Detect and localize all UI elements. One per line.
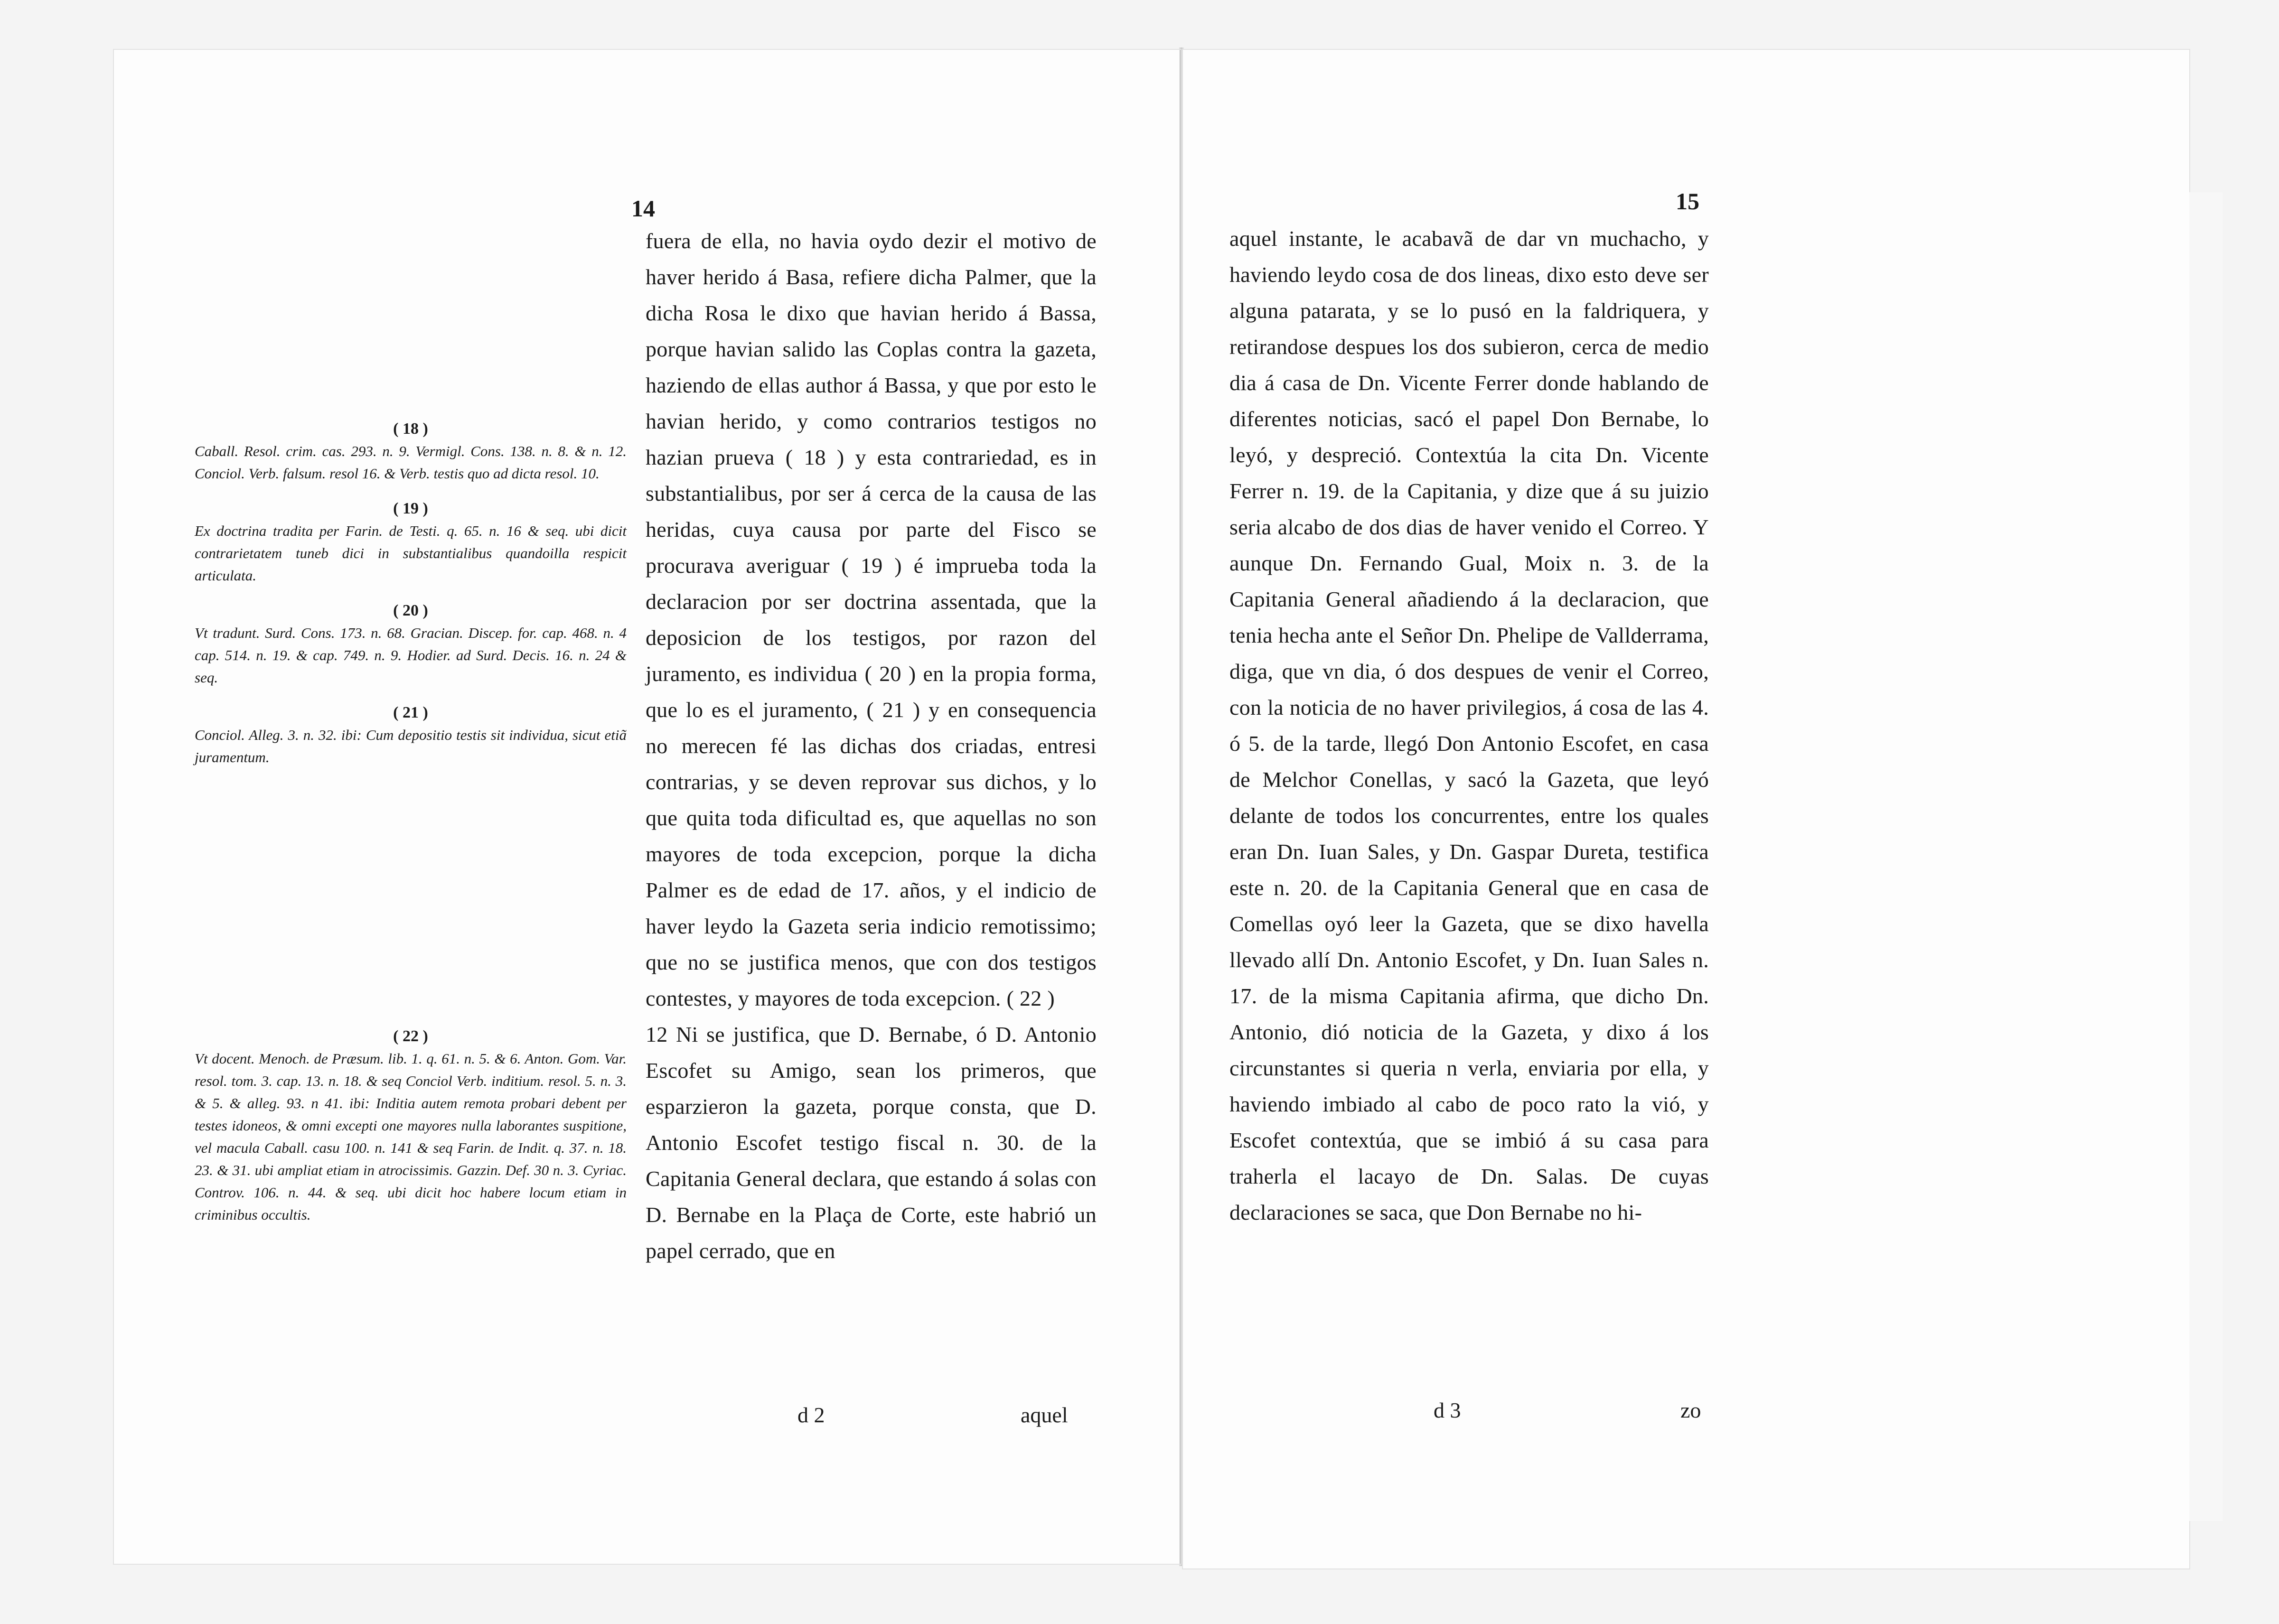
footnote-20: ( 20 ) Vt tradunt. Surd. Cons. 173. n. 68. Gracian. Discep. for. cap. 468. n. 4 cap. 514. n. 19. & cap. 749. n. 9. Hodier. ad Surd. Decis. 16. n. 24 & seq. bbox=[195, 602, 627, 686]
footnote-19: ( 19 ) Ex doctrina tradita per Farin. de Testi. q. 65. n. 16 & seq. ubi dicit contrarietatem tuneb dici in substantialibus quandoilla respicit articulata. bbox=[195, 500, 627, 584]
left-catchword: aquel bbox=[1021, 1403, 1068, 1427]
right-catchword: zo bbox=[1680, 1398, 1701, 1422]
right-signature-mark: d 3 bbox=[1434, 1398, 1461, 1422]
footnotes-upper bbox=[195, 420, 627, 784]
left-main-text: fuera de ella, no havia oydo dezir el motivo de haver herido á Basa, refiere dicha Palmer, que la dicha Rosa le dixo que havian herido á Bassa, porque havian salido las Coplas contra la gazeta, haziendo de ellas author á Bassa, y que por esto le havian herido, y como contrarios testigos no hazian prueva ( 18 ) y esta contrariedad, es in substantialibus, por ser á cerca de la causa de las heridas, cuya causa por parte del Fisco se procurava averiguar ( 19 ) é imprueba toda la declaracion por ser doctrina assentada, que la deposicion de los testigos, por razon del juramento, es individua ( 20 ) en la propia forma, que lo es el juramento, ( 21 ) y en consequencia no merecen fé las dichas dos criadas, entresi contrarias, y se deven reprovar sus dichos, y lo que quita toda dificultad es, que aquellas no son mayores de toda excepcion, porque la dicha Palmer es de edad de 17. años, y el indicio de haver leydo la Gazeta seria indicio remotissimo; que no se justifica menos, que con dos testigos contestes, y mayores de toda excepcion. ( 22 ) bbox=[646, 229, 1097, 1010]
footnote-18: ( 18 ) Caball. Resol. crim. cas. 293. n. 9. Vermigl. Cons. 138. n. 8. & n. 12. Conciol. Verb. falsum. resol 16. & Verb. testis quo ad dicta resol. 10. bbox=[195, 420, 627, 482]
right-page-number: 15 bbox=[1676, 188, 1699, 215]
left-signature-mark: d 2 bbox=[797, 1403, 825, 1427]
right-main-column bbox=[1229, 221, 1709, 1231]
paragraph-12: 12 Ni se justifica, que D. Bernabe, ó D. Antonio Escofet su Amigo, sean los primeros, que esparzieron la gazeta, porque consta, que D. Antonio Escofet testigo fiscal n. 30. de la Capitania General declara, que estando á solas con D. Bernabe en la Plaça de Corte, este habrió un papel cerrado, que en bbox=[646, 1022, 1097, 1263]
left-main-column bbox=[646, 223, 1097, 1269]
footnote-21: ( 21 ) Conciol. Alleg. 3. n. 32. ibi: Cum depositio testis sit individua, sicut etiã juramentum. bbox=[195, 704, 627, 765]
footnote-22: ( 22 ) Vt docent. Menoch. de Præsum. lib. 1. q. 61. n. 5. & 6. Anton. Gom. Var. resol. tom. 3. cap. 13. n. 18. & seq Conciol Verb. inditium. resol. 5. n. 3. & 5. & alleg. 93. n 41. ibi: Inditia autem remota probari debent per testes idoneos, & omni excepti one mayores nulla laborantes suspitione, vel macula Caball. casu 100. n. 141 & seq Farin. de Indit. q. 37. n. 18. 23. & 31. ubi ampliat etiam in atrocissimis. Gazzin. Def. 30 n. 3. Cyriac. Controv. 106. n. 44. & seq. ubi dicit hoc habere locum etiam in criminibus occultis. bbox=[195, 1027, 627, 1223]
footnotes-lower bbox=[195, 1027, 627, 1241]
left-page-number: 14 bbox=[631, 195, 655, 222]
bleed-through-text bbox=[1813, 479, 2108, 1424]
right-main-text: aquel instante, le acabavã de dar vn muchacho, y haviendo leydo cosa de dos lineas, dixo esto deve ser alguna patarata, y se lo pusó en la faldriquera, y retirandose despues los dos subieron, cerca de medio dia á casa de Dn. Vicente Ferrer donde hablando de diferentes noticias, sacó el papel Don Bernabe, lo leyó, y despreció. Contextúa la cita Dn. Vicente Ferrer n. 19. de la Capitania, y dize que á su juizio seria alcabo de dos dias de haver venido el Correo. Y aunque Dn. Fernando Gual, Moix n. 3. de la Capitania General añadiendo á la declaracion, que tenia hecha ante el Señor Dn. Phelipe de Vallderrama, diga, que vn dia, ó dos despues de venir el Correo, con la noticia de no haver privilegios, á cosa de las 4. ó 5. de la tarde, llegó Don Antonio Escofet, en casa de Melchor Conellas, y sacó la Gazeta, que leyó delante de todos los concurrentes, entre los quales eran Dn. Iuan Sales, y Dn. Gaspar Dureta, testifica este n. 20. de la Capitania General que en casa de Comellas oyó leer la Gazeta, que se dixo havella llevado allí Dn. Antonio Escofet, y Dn. Iuan Sales n. 17. de la misma Capitania afirma, que dicho Dn. Antonio, dió noticia de la Gazeta, y dixo á los circunstantes si queria n verla, enviaria por ella, y haviendo imbiado al cabo de poco rato la vió, y Escofet contextúa, que se imbió á su casa para traherla el lacayo de Dn. Salas. De cuyas declaraciones se saca, que Don Bernabe no hi- bbox=[1229, 226, 1709, 1224]
